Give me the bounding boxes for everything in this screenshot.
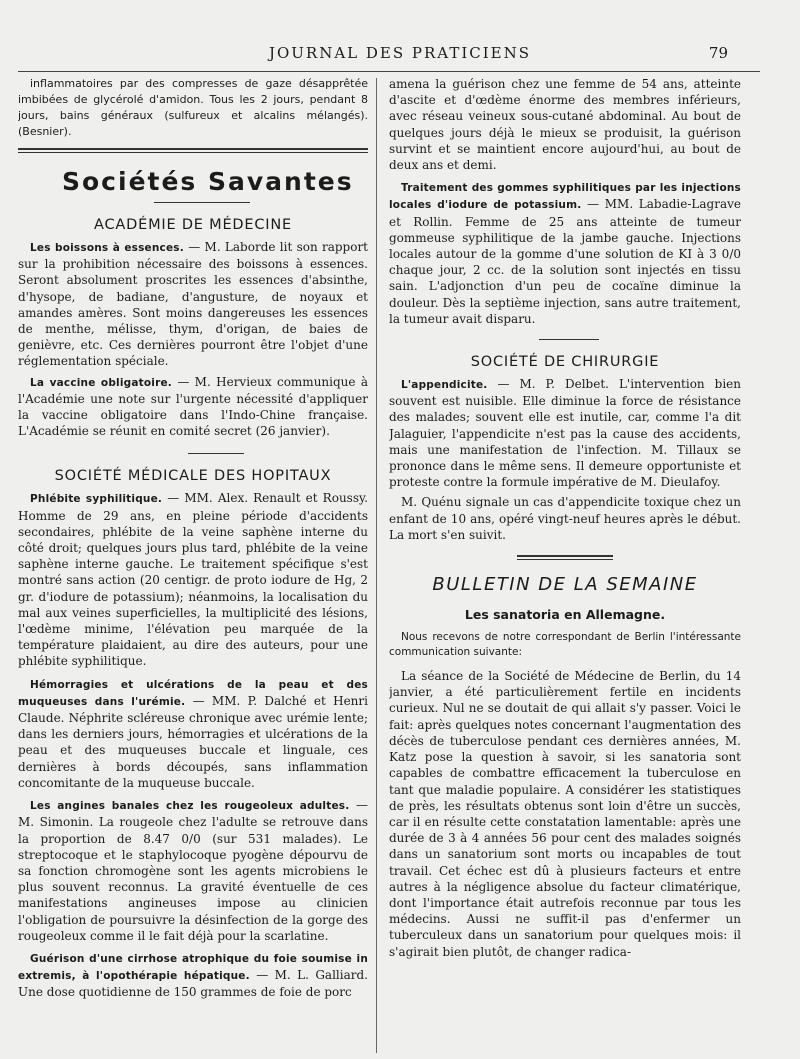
article-sanatoria-body: La séance de la Société de Médecine de Berlin, du 14 janvier, a été particulièrement fertile en incidents curieux. Nul ne se doutait de qui allait s'y passer. Voici le fait: après quelques notes concernant l'augmentation des décès de tuberculose pendant ces dernières années, M. Katz pose la question à savoir, si les sanatoria sont capables de combattre efficacement la tuberculose en tant que maladie populaire. A considérer les statistiques de près, les résultats obtenus sont loin d'être un succès, car il en résulte cette constatation lamentable: après une durée de 3 à 4 années 56 pour cent des malades soignés dans un sanatorium sont morts ou incapables de tout travail. Cet échec est dû à plusieurs facteurs et entre autres à la négligence absolue du facteur climatérique, dont l'importance était autrefois reconnue par tous les médecins. Aussi ne suffit-il pas d'enfermer un tuberculeux dans un sanatorium pour quelques mois: il s'agirait bien plutôt, de changer radica- [389,669,741,959]
article-cirrhose [18,950,368,1001]
article-lead: Hémorragies et ulcérations de la peau et des muqueuses dans l'urémie. [18,678,368,708]
section-divider [517,555,613,560]
article-appendicite-toxique: M. Quénu signale un cas d'appendicite toxique chez un enfant de 10 ans, opéré vingt-neuf heures après le début. La mort s'en suivit. [389,495,741,542]
column-rule [376,78,377,1053]
article-lead: Phlébite syphilitique. [30,493,163,506]
subsection-title-chirurgie: SOCIÉTÉ DE CHIRURGIE [470,354,660,371]
article-body: — M. Simonin. La rougeole chez l'adulte se retrouve dans la proportion de 8.47 0/0 (sur 531 malades). Le streptocoque et le staphylocoque pyogène dépourvu de sa fonction chromogène sont les agents microbiens le plus souvent reconnus. La gravité éventuelle de ces manifestations angineuses impose au clinicien l'obligation de poursuivre la désinfection de la gorge des rougeoleux comme il le fait déjà pour la scarlatine. [18,798,368,943]
continuation-paragraph: inflammatoires par des compresses de gaze désapprêtée imbibées de glycérolé d'amidon. Tous les 2 jours, pendant 8 jours, bains généraux (sulfureux et alcalins mélangés). (Besnier). [18,77,368,138]
article-body: — M. Hervieux communique à l'Académie une note sur l'urgente nécessité d'appliquer la vaccine obligatoire dans l'Indo-Chine française. L'Académie se réunit en comité secret (26 janvier). [18,374,368,439]
article-angines [18,797,368,944]
bulletin-title: BULLETIN DE LA SEMAINE [432,574,698,596]
article-gommes [389,179,741,327]
article-body: — MM. Labadie-Lagrave et Rollin. Femme de 25 ans atteinte de tumeur gommeuse syphilitique de la jambe gauche. Injections locales autour de la gomme d'une solution de KI à 3 0/0 chaque jour, 2 cc. de la solution sont injectés en tissu sain. L'adjonction d'un peu de cocaïne diminue la douleur. Dès la septième injection, sans autre traitement, la tumeur avait disparu. [389,197,741,326]
article-hemorragies [18,676,368,791]
subsection-title-hopitaux: SOCIÉTÉ MÉDICALE DES HOPITAUX [54,468,332,485]
running-header [0,40,800,68]
article-body: — M. L. Galliard. Une dose quotidienne de 150 grammes de foie de porc [18,968,368,1000]
article-vaccine [18,374,368,440]
header-rule [18,71,760,72]
title-rule [154,202,250,203]
section-divider [18,148,368,153]
right-column [389,76,741,1056]
article-body: — MM. P. Dalché et Henri Claude. Néphrite scléreuse chronique avec urémie lente; dans les derniers jours, hémorragies et ulcérations de la peau et des muqueuses buccale et linguale, ces dernières à bords découpés, sans inflammation concomitante de la muqueuse buccale. [18,693,368,790]
article-lead: Les angines banales chez les rougeoleux adultes. [30,800,350,813]
page-number: 79 [708,44,728,62]
left-column [18,76,368,1056]
article-lead: La vaccine obligatoire. [30,376,172,389]
article-appendicite [389,376,741,490]
article-body: — M. Laborde lit son rapport sur la prohibition nécessaire des boissons à essences. Seront absolument proscrites les essences d'absinthe, d'hysope, de badiane, d'angusture, de noyaux et amandes amères. Sont moins dangereuses les essences de menthe, mélisse, thym, d'origan, de baies de genièvre, etc. Ces dernières pourront être l'objet d'une réglementation spéciale. [18,240,368,369]
article-lead: Traitement des gommes syphilitiques par les injections locales d'iodure de potassium. [389,182,741,212]
article-phlebite [18,490,368,669]
section-title: Sociétés Savantes [62,167,354,196]
subsection-rule [188,453,244,454]
article-lead: Guérison d'une cirrhose atrophique du foie soumise in extremis, à l'opothérapie hépatique. [18,952,368,983]
journal-title: JOURNAL DES PRATICIENS [268,44,532,62]
article-intro: Nous recevons de notre correspondant de Berlin l'intéressante communication suivante: [389,631,741,659]
continuation-paragraph: amena la guérison chez une femme de 54 ans, atteinte d'ascite et d'œdème énorme des membres inférieurs, avec réseau veineux sous-cutané abdominal. Au bout de quelques jours déjà le mieux se produisit, la guérison survint et se maintient encore aujourd'hui, au bout de deux ans et demi. [389,77,741,173]
article-lead: L'appendicite. [401,379,488,392]
subsection-rule [539,339,599,340]
article-body: — M. P. Delbet. L'intervention bien souvent est nuisible. Elle diminue la force de résistance des malades; souvent elle est inutile, car, comme l'a dit Jalaguier, l'appendicite n'est pas la cause des accidents, mais une manifestation de l'infection. M. Tillaux se prononce dans le même sens. Il demeure opportuniste et proteste contre la formule impérative de M. Dieulafoy. [389,377,741,490]
subsection-title-academie: ACADÉMIE DE MÉDECINE [94,217,292,233]
article-title: Les sanatoria en Allemagne. [464,607,666,623]
article-lead: Les boissons à essences. [30,242,184,254]
article-boissons [18,239,368,370]
article-body: — MM. Alex. Renault et Roussy. Homme de 29 ans, en pleine période d'accidents secondaires, phlébite de la veine saphène interne du côté droit; quelques jours plus tard, phlébite de la veine saphène interne gauche. Le traitement spécifique s'est montré sans action (20 centigr. de proto iodure de Hg, 2 gr. d'iodure de potassium); néanmoins, la localisation du mal aux veines superficielles, la multiplicité des lésions, l'œdème minime, l'élévation peu marquée de la température plaidaient, au dire des auteurs, pour une phlébite syphilitique. [18,491,368,669]
